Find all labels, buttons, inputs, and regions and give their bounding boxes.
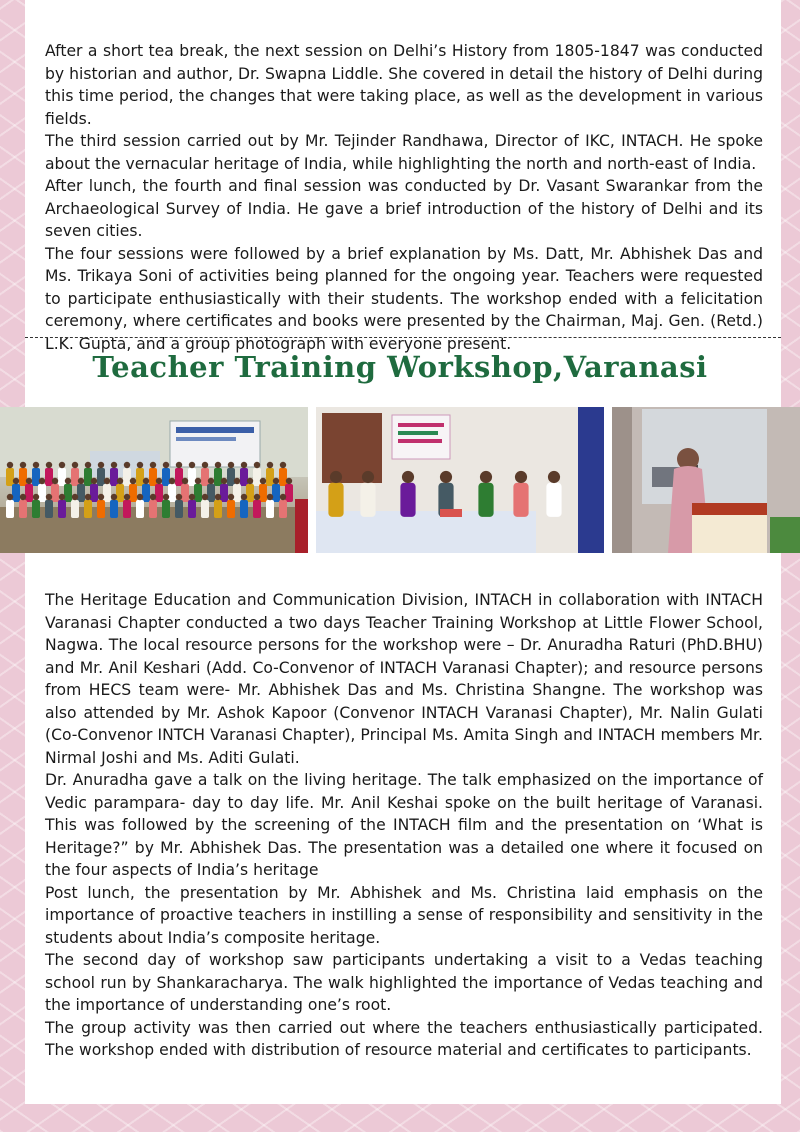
speaker-photo bbox=[612, 407, 800, 553]
paragraph: The third session carried out by Mr. Tejinder Randhawa, Director of IKC, INTACH. He spoke about the vernacular heritage of India, while highlighting the north and north-east of India. bbox=[45, 132, 763, 173]
paragraph: After lunch, the fourth and final session was conducted by Dr. Vasant Swarankar from the Archaeological Survey of India. He gave a brief introduction of the history of Delhi and its seven cities. bbox=[45, 177, 763, 240]
top-article-text bbox=[45, 40, 763, 355]
paragraph: Post lunch, the presentation by Mr. Abhishek and Ms. Christina laid emphasis on the importance of proactive teachers in instilling a sense of responsibility and sensitivity in the students about India’s composite heritage. bbox=[45, 883, 763, 947]
paragraph: The Heritage Education and Communication Division, INTACH in collaboration with INTACH Varanasi Chapter conducted a two days Teacher Training Workshop at Little Flower School, Nagwa. The local resource persons for the workshop were – Dr. Anuradha Raturi (PhD.BHU) and Mr. Anil Keshari (Add. Co-Convenor of INTACH Varanasi Chapter); and resource persons from HECS team were- Mr. Abhishek Das and Ms. Christina Shangne. The workshop was also attended by Mr. Ashok Kapoor (Convenor INTACH Varanasi Chapter), Mr. Nalin Gulati (Co-Convenor INTCH Varanasi Chapter), Principal Ms. Amita Singh and INTACH members Mr. Nirmal Joshi and Ms. Aditi Gulati. bbox=[45, 591, 763, 767]
paragraph: Dr. Anuradha gave a talk on the living heritage. The talk emphasized on the importance of Vedic parampara- day to day life. Mr. Anil Keshai spoke on the built heritage of Varanasi. This was followed by the screening of the INTACH film and the presentation on ‘What is Heritage?” by Mr. Abhishek Das. The presentation was a detailed one where it focused on the four aspects of India’s heritage bbox=[45, 771, 763, 879]
stage-panel-photo bbox=[316, 407, 604, 553]
group-photo bbox=[0, 407, 308, 553]
paragraph: The group activity was then carried out where the teachers enthusiastically participated. The workshop ended with distribution of resource material and certificates to participants. bbox=[45, 1018, 763, 1059]
paragraph: The four sessions were followed by a brief explanation by Ms. Datt, Mr. Abhishek Das and Ms. Trikaya Soni of activities being planned for the ongoing year. Teachers were requested to participate enthusiastically with their students. The workshop ended with a felicitation ceremony, where certificates and books were presented by the Chairman, Maj. Gen. (Retd.) L.K. Gupta, and a group photograph with everyone present. bbox=[45, 244, 763, 353]
paragraph: After a short tea break, the next session on Delhi’s History from 1805-1847 was conducted by historian and author, Dr. Swapna Liddle. She covered in detail the history of Delhi during this time period, the changes that were taking place, as well as the development in various fields. bbox=[45, 42, 763, 128]
bottom-article-text bbox=[45, 589, 763, 1062]
section-title: Teacher Training Workshop,Varanasi bbox=[92, 350, 708, 384]
section-divider bbox=[25, 337, 781, 338]
paragraph: The second day of workshop saw participants undertaking a visit to a Vedas teaching school run by Shankaracharya. The walk highlighted the importance of Vedas teaching and the importance of understanding one’s root. bbox=[45, 951, 763, 1014]
